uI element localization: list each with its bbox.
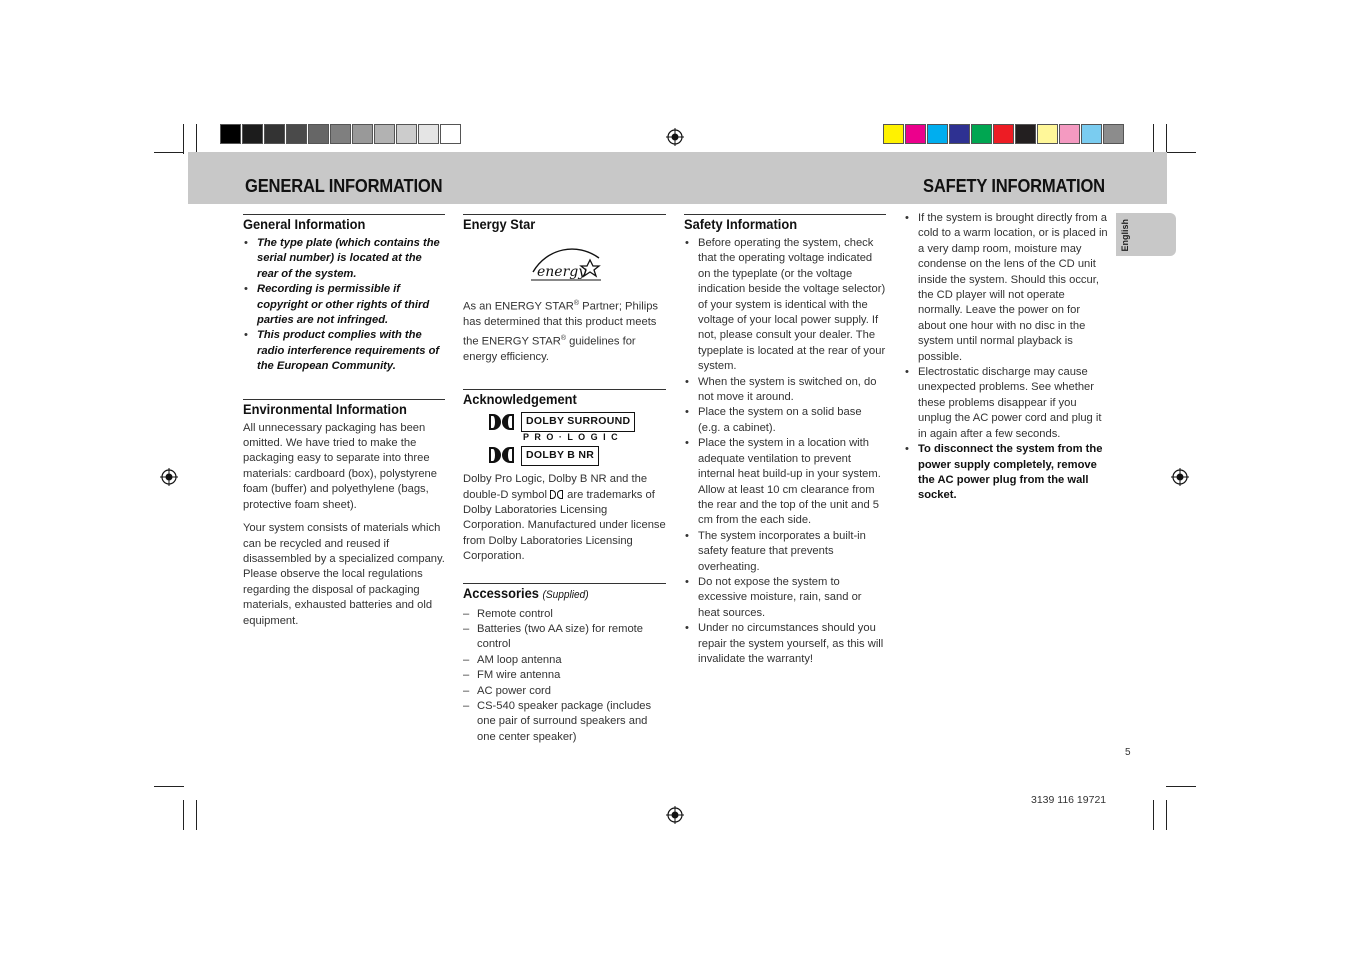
right-page-title: SAFETY INFORMATION [923,176,1105,196]
dolby-b-nr-logo: DOLBY B NR [489,446,666,472]
color-swatch [1103,124,1124,144]
color-swatch [396,124,417,144]
list-item: – CS-540 speaker package (includes one pair of surround speakers and one center speaker) [463,699,666,745]
color-swatch [1059,124,1080,144]
color-swatch [418,124,439,144]
section-safety-information [684,214,886,667]
section-general-information [243,214,445,375]
energy-star-icon [527,240,607,290]
list-item: • Recording is permissible if copyright or other rights of third parties are not infringed. [243,282,445,328]
color-swatch [883,124,904,144]
color-swatch [440,124,461,144]
list-item: – FM wire antenna [463,668,666,683]
paragraph: Dolby Pro Logic, Dolby B NR and the double-D symbol are trademarks of Dolby Laboratories Licensing Corporation. Manufactured under license from Dolby Laboratories Licensing Corporation. [463,473,666,563]
column-safety-continued [904,211,1108,504]
page-number: 5 [1125,747,1131,758]
document-code: 3139 116 19721 [1031,794,1107,806]
list-item: • Place the system on a solid base (e.g. a cabinet). [684,405,886,436]
color-swatch [308,124,329,144]
list-item: • Before operating the system, check that the operating voltage indicated on the typeplate (or the voltage indication beside the voltage selector) of your system is identical with the voltage of your local power supply. If not, please consult your dealer. The typeplate is located at the rear of your system. [684,236,886,375]
dolby-surround-logo: DOLBY SURROUND P R O · L O G I C [489,412,666,444]
double-d-icon [489,447,515,463]
color-swatch [993,124,1014,144]
column-energy-ack [463,214,666,745]
color-swatch [242,124,263,144]
color-swatch [1015,124,1036,144]
color-swatch [971,124,992,144]
column-general [243,214,445,629]
color-swatch [374,124,395,144]
section-title: Accessories (Supplied) [463,584,589,601]
list-item: • When the system is switched on, do not move it around. [684,375,886,406]
section-acknowledgement [463,389,666,564]
language-tab [1116,213,1176,256]
registration-mark-icon [1171,468,1189,486]
registration-mark-icon [666,128,684,146]
color-swatch [220,124,241,144]
section-accessories [463,583,666,746]
list-item: • To disconnect the system from the power supply completely, remove the AC power plug from the wall socket. [904,442,1108,504]
list-item: • Place the system in a location with adequate ventilation to prevent internal heat build-up in your system. Allow at least 10 cm clearance from the rear and the top of the unit and 5 cm from the each side. [684,436,886,528]
process-color-bar [883,124,1125,146]
energy-logo-text: energy [537,264,587,280]
grayscale-color-bar [220,124,462,146]
color-swatch [1037,124,1058,144]
energy-star-logo [463,236,666,296]
color-swatch [330,124,351,144]
list-item: • Do not expose the system to excessive moisture, rain, sand or heat sources. [684,575,886,621]
list-item: • This product complies with the radio interference requirements of the European Community. [243,328,445,374]
color-swatch [949,124,970,144]
paragraph: As an ENERGY STAR® Partner; Philips has determined that this product meets the ENERGY STAR® guidelines for energy efficiency. [463,300,659,363]
color-swatch [264,124,285,144]
list-item: • If the system is brought directly from a cold to a warm location, or is placed in a very damp room, moisture may condense on the lens of the CD unit inside the system. Should this occur, the CD player will not operate normally. Leave the power on for about one hour with no disc in the system until normal playback is possible. [904,211,1108,365]
double-d-symbol-icon [550,490,564,499]
column-safety [684,214,886,667]
section-title: Acknowledgement [463,391,577,408]
section-title: Energy Star [463,216,536,232]
left-page-title: GENERAL INFORMATION [245,176,443,196]
list-item: • The system incorporates a built-in safety feature that prevents overheating. [684,529,886,575]
list-item: – Remote control [463,607,666,622]
registration-mark-icon [160,468,178,486]
section-title: General Information [243,216,366,232]
list-item: • Electrostatic discharge may cause unexpected problems. See whether these problems disappear if you unplug the AC power cord and plug it in again after a few seconds. [904,365,1108,442]
section-environmental-information [243,399,445,629]
color-swatch [286,124,307,144]
list-item: • The type plate (which contains the serial number) is located at the rear of the system. [243,236,445,282]
section-title: Environmental Information [243,400,407,417]
color-swatch [1081,124,1102,144]
paragraph: Your system consists of materials which can be recycled and reused if disassembled by a specialized company. Please observe the local regulations regarding the disposal of packaging materials, exhausted batteries and old equipment. [243,522,445,627]
color-swatch [352,124,373,144]
color-swatch [927,124,948,144]
list-item: – AC power cord [463,684,666,699]
section-energy-star [463,214,666,365]
registration-mark-icon [666,806,684,824]
paragraph: All unnecessary packaging has been omitted. We have tried to make the packaging easy to separate into three materials: cardboard (box), polystyrene foam (buffer) and polyethylene (bags, protective foam sheet). [243,421,438,511]
section-title: Safety Information [684,216,798,232]
double-d-icon [489,414,515,430]
language-tab-label: English [1120,219,1130,252]
list-item: – AM loop antenna [463,653,666,668]
color-swatch [905,124,926,144]
list-item: • Under no circumstances should you repair the system yourself, as this will invalidate the warranty! [684,621,886,667]
list-item: – Batteries (two AA size) for remote control [463,622,666,653]
